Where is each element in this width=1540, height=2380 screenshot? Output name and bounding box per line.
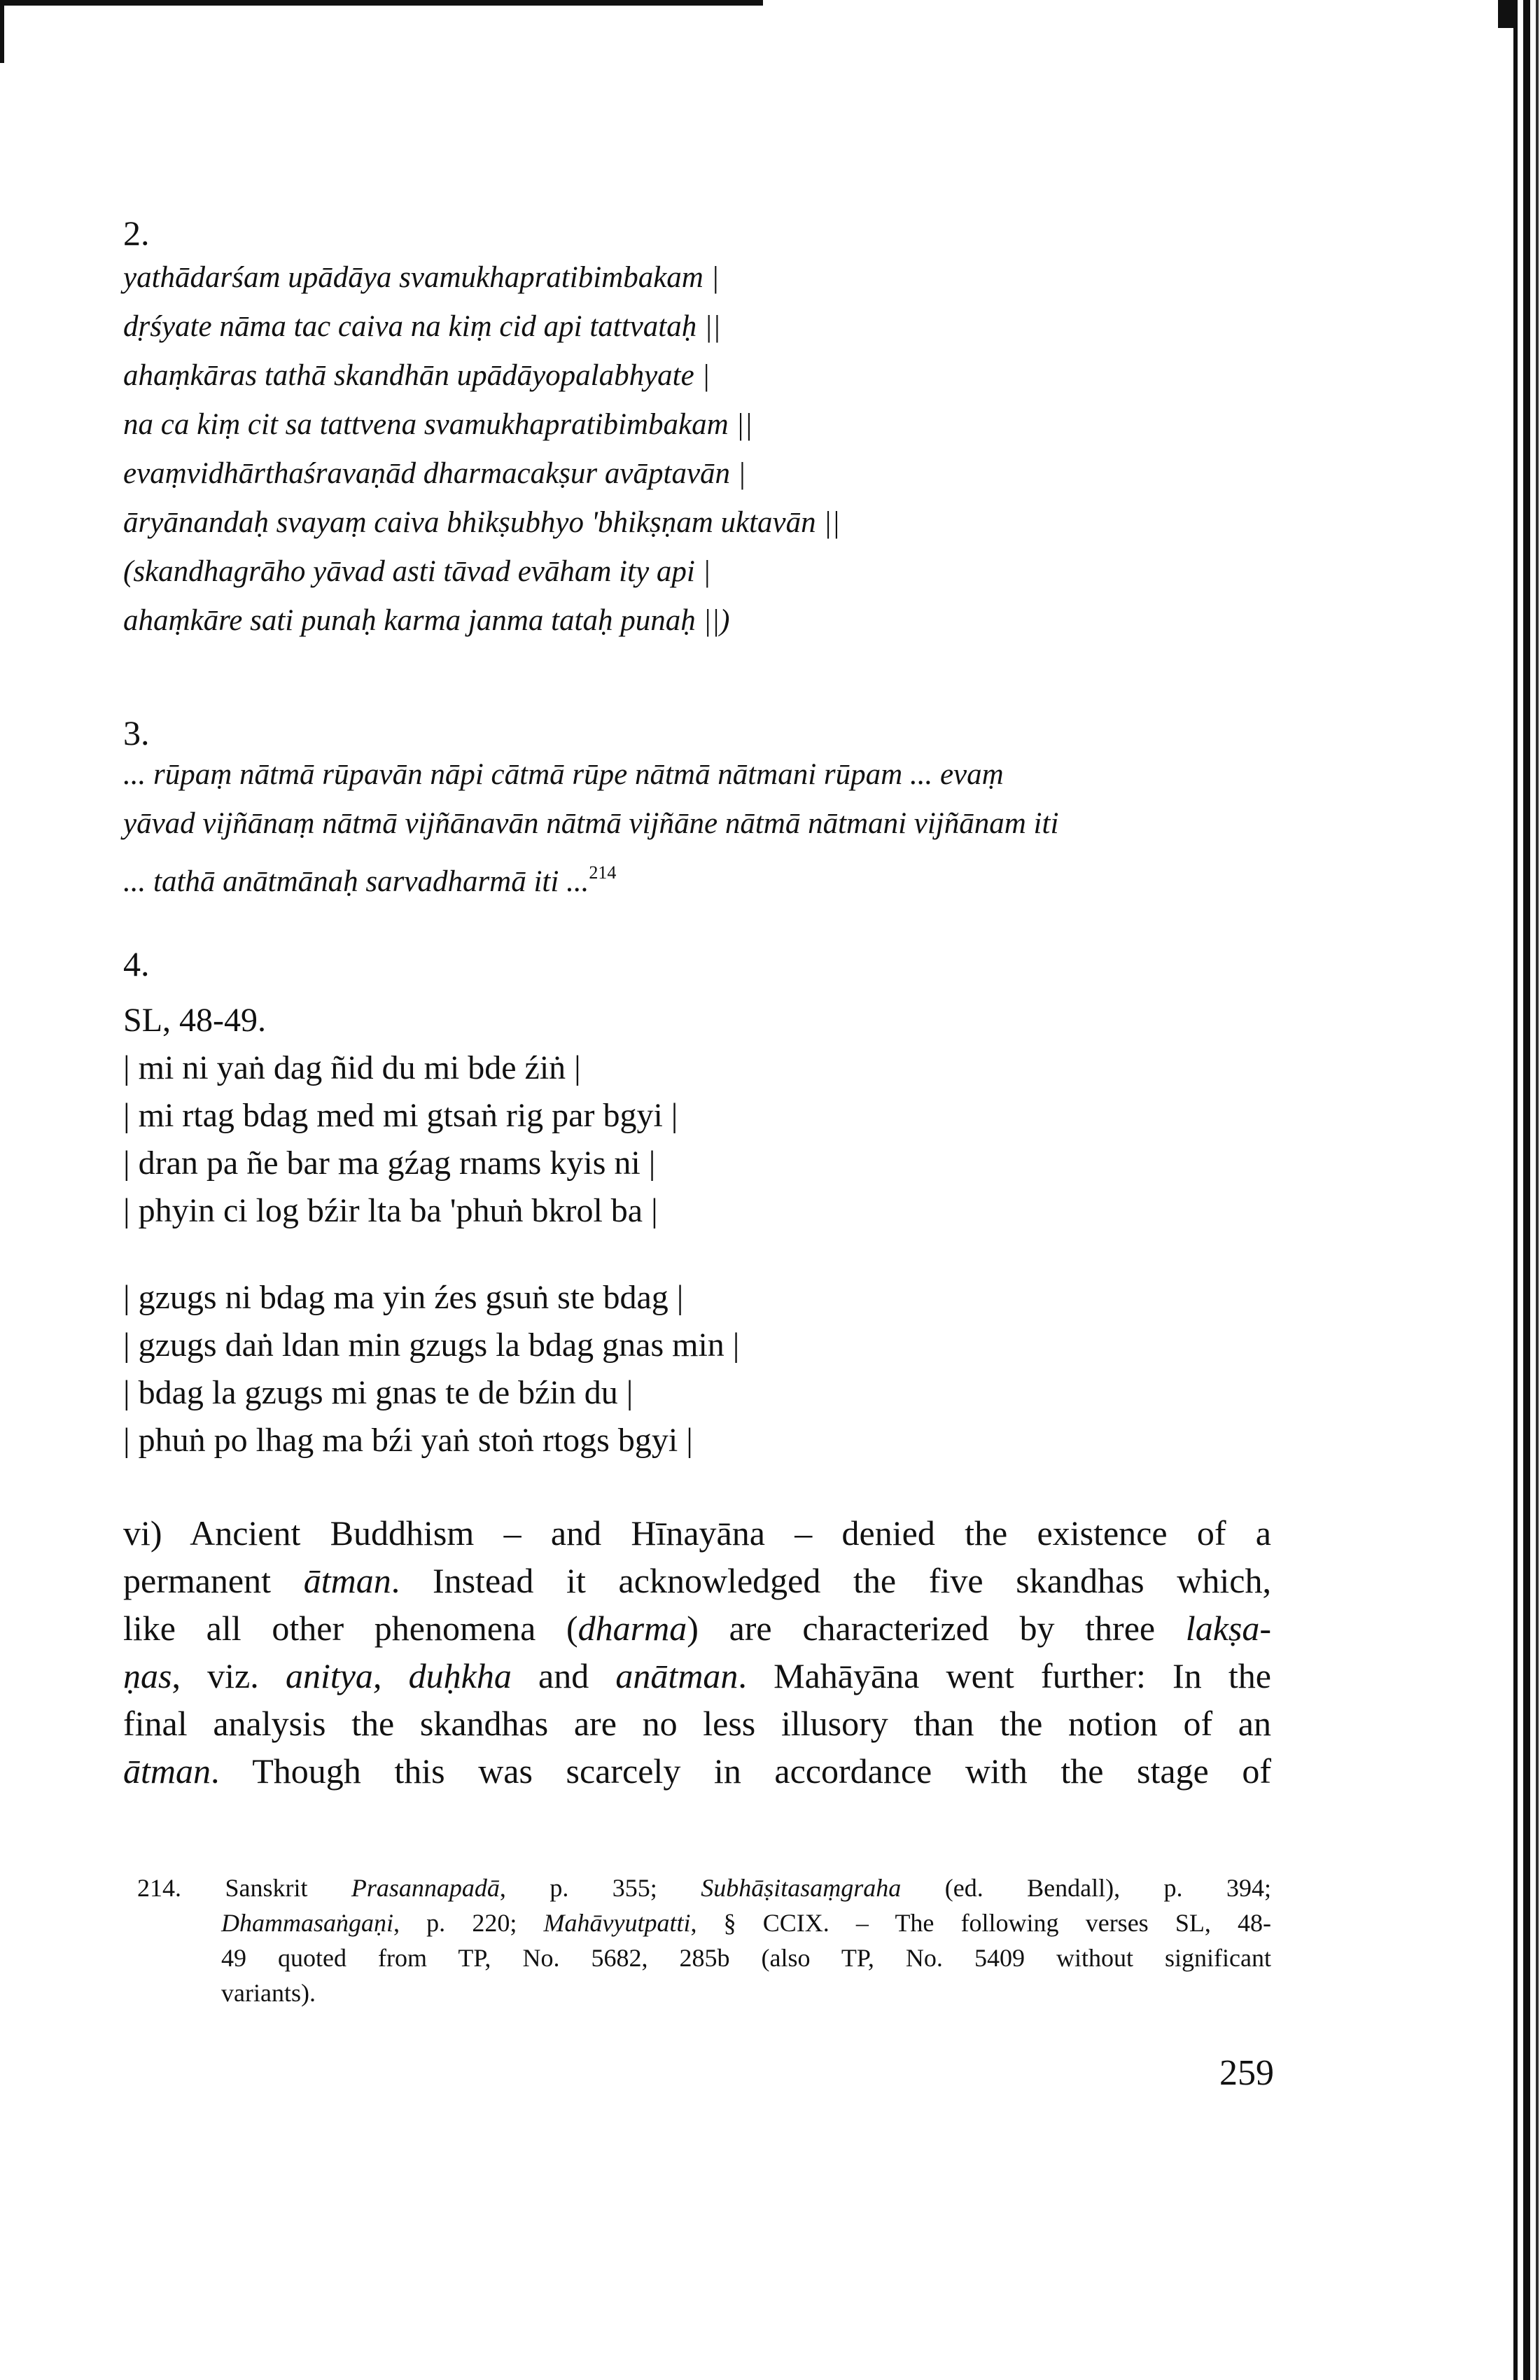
verse-line: | phyin ci log bźir lta ba 'phuṅ bkrol ba | [123,1192,658,1229]
sanskrit-verse-2 [123,253,1278,645]
text-run: permanent [123,1561,304,1600]
text-run: . Instead it acknowledged the five skandhas which, [391,1561,1272,1600]
verse-line: | gzugs ni bdag ma yin źes gsuṅ ste bdag | [123,1279,684,1316]
italic-term: lakṣa- [1185,1609,1271,1648]
body-paragraph [123,1509,1271,1795]
text-run: . Though this was scarcely in accordance with the stage of [211,1751,1271,1791]
scan-edge-right [1536,0,1539,2380]
text-run: like all other phenomena ( [123,1609,578,1648]
text-run: , p. 355; [499,1874,701,1902]
verse-source: SL, 48-49. [123,1002,266,1039]
footnote-line [137,1905,1271,1940]
italic-title: Dhammasaṅgaṇi [221,1909,394,1937]
text-run: . Mahāyāna went further: In the [738,1656,1271,1695]
text-run: , § CCIX. – The following verses SL, 48- [690,1909,1271,1937]
section-number-3: 3. [123,713,150,752]
verse-line: āryānandaḥ svayaṃ caiva bhikṣubhyo 'bhikṣṇam uktavān || [123,506,841,539]
verse-line: evaṃvidhārthaśravaṇād dharmacakṣur avāptavān | [123,457,746,490]
italic-term: ātman [123,1751,211,1791]
italic-title: Prasannapadā [351,1874,500,1902]
footnote-line: 49 quoted from TP, No. 5682, 285b (also TP, No. 5409 without significant [221,1944,1271,1972]
paragraph-line: vi) Ancient Buddhism – and Hīnayāna – denied the existence of a [123,1513,1271,1553]
text-run: , viz. [172,1656,286,1695]
italic-title: Mahāvyutpatti [543,1909,691,1937]
verse-line: (skandhagrāho yāvad asti tāvad evāham ity api | [123,555,711,588]
text-run: ) are characterized by three [687,1609,1186,1648]
text-run: (ed. Bendall), p. 394; [901,1874,1271,1902]
verse-line: | dran pa ñe bar ma gźag rnams kyis ni | [123,1144,656,1182]
scan-edge-top [0,0,763,6]
verse-line: | mi ni yaṅ dag ñid du mi bde źiṅ | [123,1049,581,1086]
scan-edge-left [0,0,4,63]
verse-line: dṛśyate nāma tac caiva na kiṃ cid api tattvataḥ || [123,310,721,343]
verse-line: na ca kiṃ cit sa tattvena svamukhapratibimbakam || [123,408,753,441]
italic-title: Subhāṣitasaṃgraha [701,1874,902,1902]
verse-line: | gzugs daṅ ldan min gzugs la bdag gnas min | [123,1326,740,1364]
italic-term: ātman [303,1561,391,1600]
italic-term: anitya, duḥkha [285,1656,512,1695]
verse-line: yathādarśam upādāya svamukhapratibimbakam | [123,261,720,294]
section-number-2: 2. [123,214,150,253]
prose-line-text: ... tathā anātmānaḥ sarvadharmā iti ... [123,865,589,898]
tibetan-stanza-2 [123,1274,1103,1464]
text-run: , p. 220; [393,1909,544,1937]
section-number-4: 4. [123,944,150,983]
scan-edge-right-top [1498,0,1515,28]
italic-term: ṇas [123,1656,172,1695]
italic-term: anātman [615,1656,738,1695]
scan-edge-right [1523,0,1530,2380]
paragraph-line [123,1604,1271,1652]
footnote-line: variants). [221,1979,316,2007]
italic-term: dharma [578,1609,687,1648]
page-number: 259 [1219,2053,1274,2093]
paragraph-line [123,1557,1271,1604]
footnote-reference: 214 [589,862,617,883]
paragraph-line [123,1747,1271,1795]
prose-line [123,848,1278,897]
text-run: 214. Sanskrit [137,1874,351,1902]
verse-line: ahaṃkāre sati punaḥ karma janma tataḥ punaḥ ||) [123,604,730,637]
scan-edge-right [1513,0,1518,2380]
footnote-line [137,1870,1271,1905]
text-run: and [511,1656,616,1695]
paragraph-line: final analysis the skandhas are no less illusory than the notion of an [123,1704,1271,1743]
verse-line: | phuṅ po lhag ma bźi yaṅ stoṅ rtogs bgyi | [123,1422,693,1459]
paragraph-line [123,1652,1271,1700]
prose-line: yāvad vijñānaṃ nātmā vijñānavān nātmā vijñāne nātmā nātmani vijñānam iti [123,807,1059,840]
tibetan-verses-4 [123,997,1103,1235]
sanskrit-prose-3 [123,750,1278,897]
verse-line: | bdag la gzugs mi gnas te de bźin du | [123,1374,634,1411]
footnote-214 [137,1870,1271,2010]
prose-line: ... rūpaṃ nātmā rūpavān nāpi cātmā rūpe nātmā nātmani rūpam ... evaṃ [123,758,1004,791]
verse-line: ahaṃkāras tathā skandhān upādāyopalabhyate | [123,359,710,392]
verse-line: | mi rtag bdag med mi gtsaṅ rig par bgyi | [123,1097,678,1134]
